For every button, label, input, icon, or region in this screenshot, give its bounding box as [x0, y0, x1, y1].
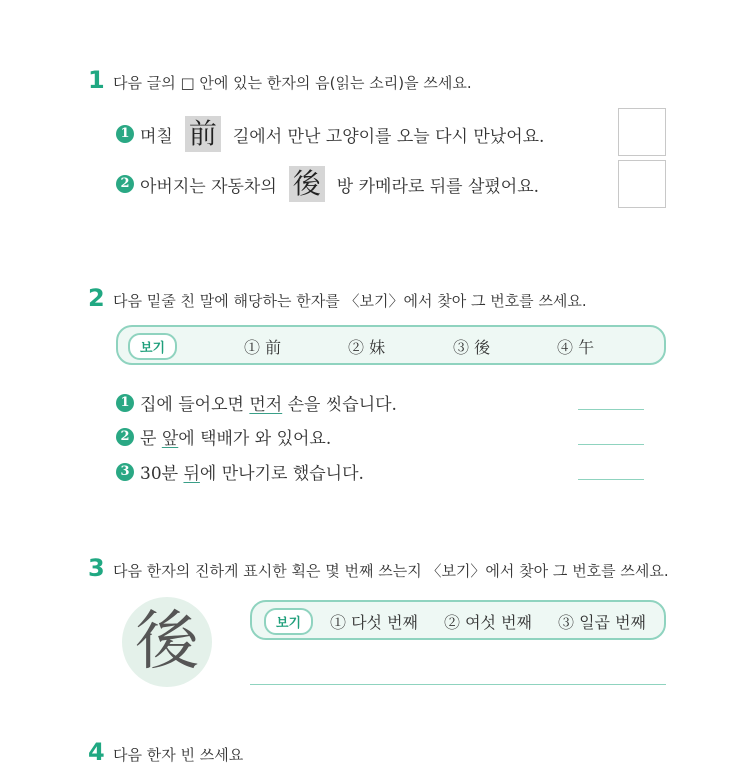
q2-item-1-after: 손을 씻습니다.	[282, 395, 397, 415]
q2-item-1	[116, 390, 397, 415]
q1-item-1	[116, 116, 544, 152]
q2-bogi-label: 보기	[128, 333, 177, 360]
q2-item-2-before: 문	[140, 429, 162, 449]
q2-answer-line-2[interactable]	[578, 444, 644, 445]
q2-option-1: ① 前	[244, 338, 282, 357]
q1-item-2	[116, 166, 539, 202]
question-1-text: 다음 글의 □ 안에 있는 한자의 음(읽는 소리)을 쓰세요.	[113, 74, 472, 92]
q2-item-1-before: 집에 들어오면	[140, 395, 250, 415]
q3-hanja-circle	[122, 597, 212, 687]
question-2-number: 2	[88, 284, 105, 312]
question-4-text: 다음 한자 빈 쓰세요	[113, 746, 244, 764]
q1-answer-box-1[interactable]	[618, 108, 666, 156]
q2-item-3-after: 에 만나기로 했습니다.	[199, 464, 364, 484]
question-3-text: 다음 한자의 진하게 표시한 획은 몇 번째 쓰는지 〈보기〉에서 찾아 그 번호를 쓰세요.	[113, 562, 669, 580]
item-number-badge: 3	[116, 463, 134, 481]
q2-item-1-underlined: 먼저	[249, 395, 283, 415]
q1-item-1-before: 며칠	[140, 126, 173, 147]
q1-item-1-hanja: 前	[185, 116, 221, 152]
question-4-number: 4	[88, 738, 105, 766]
item-number-badge: 2	[116, 175, 134, 193]
q2-item-3	[116, 459, 364, 484]
q1-item-2-after: 방 카메라로 뒤를 살폈어요.	[336, 176, 540, 197]
q2-item-2-sentence	[140, 424, 331, 449]
q1-item-1-after: 길에서 만난 고양이를 오늘 다시 만났어요.	[232, 126, 545, 147]
question-3-number: 3	[88, 554, 105, 582]
q2-item-2	[116, 424, 331, 449]
q3-hanja: 後	[135, 605, 199, 679]
q2-item-1-sentence	[140, 390, 397, 415]
item-number-badge: 1	[116, 394, 134, 412]
item-number-badge: 2	[116, 428, 134, 446]
question-2-text: 다음 밑줄 친 말에 해당하는 한자를 〈보기〉에서 찾아 그 번호를 쓰세요.	[113, 292, 587, 310]
q2-answer-line-3[interactable]	[578, 479, 644, 480]
q2-answer-line-1[interactable]	[578, 409, 644, 410]
q2-item-3-before: 30분	[140, 464, 184, 484]
q2-item-3-sentence	[140, 459, 364, 484]
q2-option-3: ③ 後	[453, 338, 491, 357]
q1-item-2-hanja: 後	[289, 166, 325, 202]
q3-option-2: ② 여섯 번째	[444, 613, 532, 632]
q3-bogi-label: 보기	[264, 608, 313, 635]
item-number-badge: 1	[116, 125, 134, 143]
q3-option-3: ③ 일곱 번째	[558, 613, 646, 632]
question-1-number: 1	[88, 66, 105, 94]
q3-option-1: ① 다섯 번째	[330, 613, 418, 632]
q1-answer-box-2[interactable]	[618, 160, 666, 208]
q2-item-2-underlined: 앞	[161, 429, 179, 449]
q1-item-2-before: 아버지는 자동차의	[140, 176, 277, 197]
q2-item-3-underlined: 뒤	[183, 464, 200, 484]
q2-option-2: ② 妹	[348, 338, 386, 357]
q2-item-2-after: 에 택배가 와 있어요.	[178, 429, 332, 449]
q2-option-4: ④ 午	[557, 338, 595, 357]
q3-answer-line[interactable]	[250, 684, 666, 685]
